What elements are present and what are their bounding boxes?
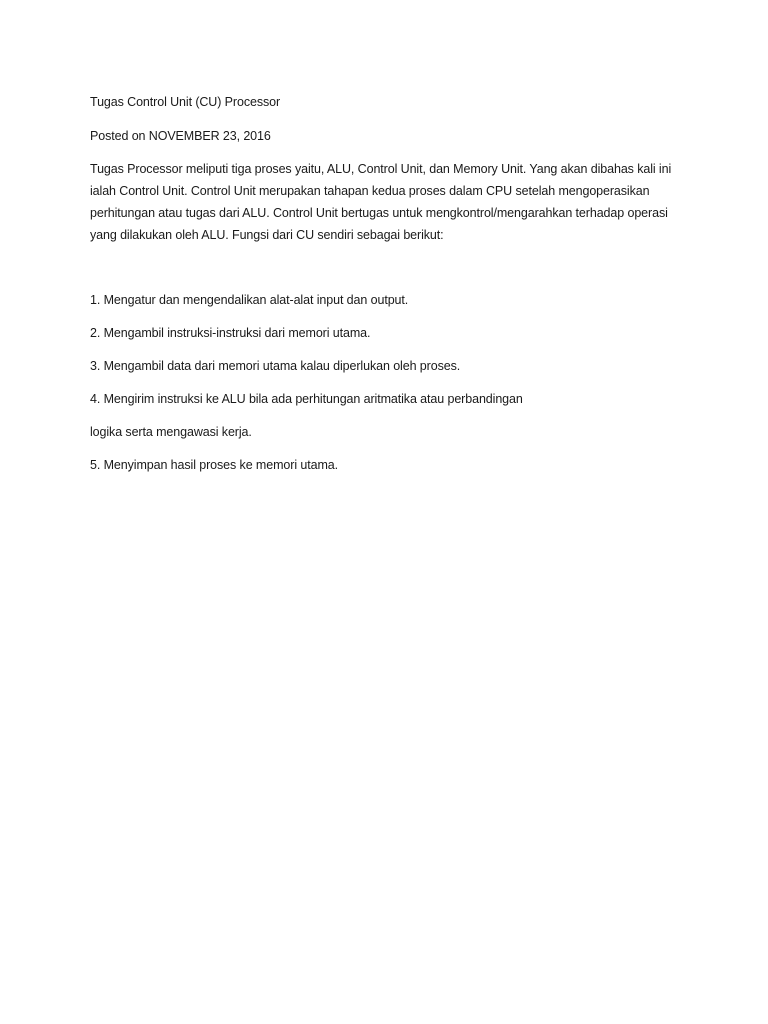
list-item: 3. Mengambil data dari memori utama kalau diperlukan oleh proses. [90,359,461,373]
intro-paragraph: Tugas Processor meliputi tiga proses yaitu, ALU, Control Unit, dan Memory Unit. Yang akan dibahas kali ini ialah Control Unit. Control Unit merupakan tahapan kedua proses dalam CPU setelah mengoperasikan perhitungan atau tugas dari ALU. Control Unit bertugas untuk mengkontrol/mengarahkan terhadap operasi yang dilakukan oleh ALU. Fungsi dari CU sendiri sebagai berikut: [90,162,672,242]
function-list [90,290,680,475]
list-item-continuation: logika serta mengawasi kerja. [90,425,252,439]
posted-date: Posted on NOVEMBER 23, 2016 [90,129,271,143]
list-item: 2. Mengambil instruksi-instruksi dari memori utama. [90,326,371,340]
document-title: Tugas Control Unit (CU) Processor [90,95,281,109]
document-body [90,92,680,488]
list-item: 1. Mengatur dan mengendalikan alat-alat input dan output. [90,293,409,307]
list-item: 5. Menyimpan hasil proses ke memori utama. [90,458,338,472]
list-item: 4. Mengirim instruksi ke ALU bila ada perhitungan aritmatika atau perbandingan [90,392,523,406]
